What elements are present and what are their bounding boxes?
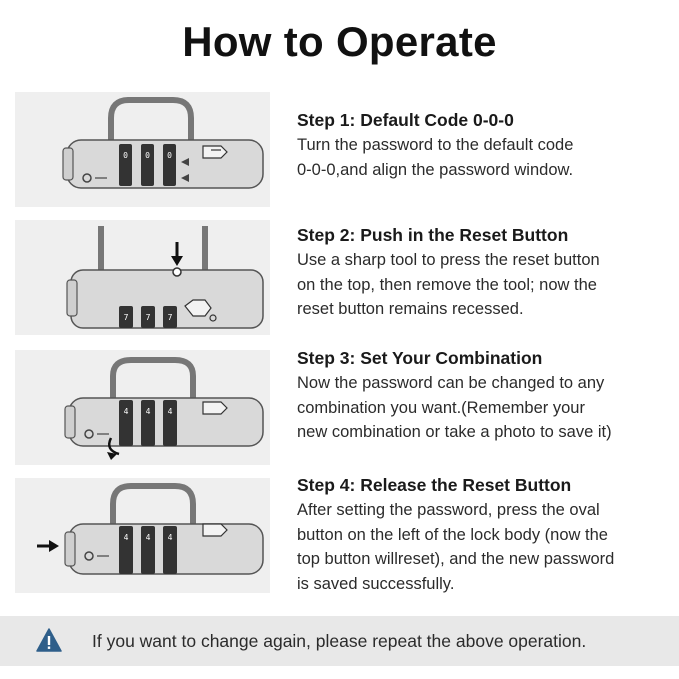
step-2-line-1: Use a sharp tool to press the reset button (297, 251, 600, 269)
step-4-line-3: top button willreset), and the new password (297, 550, 615, 568)
dial-1-digit: 0 (123, 151, 128, 160)
dial-2-digit: 0 (145, 151, 150, 160)
step-1-title: Step 1: Default Code 0-0-0 (297, 110, 514, 130)
notice-text: If you want to change again, please repeat the above operation. (92, 631, 587, 651)
dial-3-digit: 7 (167, 313, 173, 322)
step-3-line-1: Now the password can be changed to any (297, 374, 605, 392)
step-3-line-3: new combination or take a photo to save it) (297, 423, 612, 441)
step-4-title: Step 4: Release the Reset Button (297, 475, 572, 495)
step-2-line-2: on the top, then remove the tool; now the (297, 275, 597, 294)
dial-2-digit: 4 (145, 533, 151, 542)
dial-1-digit: 4 (123, 533, 129, 542)
step-2-line-3: reset button remains recessed. (297, 300, 524, 318)
step-1-line-2: 0-0-0,and align the password window. (297, 160, 574, 179)
step-2-illustration (15, 220, 270, 335)
padlock-release-reset-image (15, 478, 270, 593)
dial-3-digit: 4 (167, 407, 173, 416)
step-1-illustration (15, 92, 270, 207)
padlock-set-combination-image (15, 350, 270, 465)
step-3-title: Step 3: Set Your Combination (297, 348, 543, 368)
down-arrow-icon (171, 256, 183, 266)
step-3-illustration (15, 350, 270, 465)
step-4-illustration (15, 478, 270, 593)
padlock-reset-button-image (15, 220, 270, 335)
step-4-line-1: After setting the password, press the oval (297, 501, 600, 519)
step-3-line-2: combination you want.(Remember your (297, 398, 585, 417)
step-4-line-2: button on the left of the lock body (now the (297, 525, 608, 544)
dial-1-digit: 7 (123, 313, 129, 322)
padlock-dials-aligned-image (15, 92, 270, 207)
dial-1-digit: 4 (123, 407, 129, 416)
right-arrow-icon (49, 540, 59, 552)
reset-button-icon (173, 268, 181, 276)
warning-triangle-icon (36, 628, 62, 652)
notice-bar (0, 616, 679, 666)
step-1-line-1: Turn the password to the default code (297, 136, 574, 154)
step-4-line-4: is saved successfully. (297, 574, 455, 593)
dial-3-digit: 4 (167, 533, 173, 542)
step-2-title: Step 2: Push in the Reset Button (297, 225, 569, 245)
page-title: How to Operate (182, 18, 497, 65)
dial-3-digit: 0 (167, 151, 172, 160)
dial-2-digit: 7 (145, 313, 151, 322)
dial-2-digit: 4 (145, 407, 151, 416)
